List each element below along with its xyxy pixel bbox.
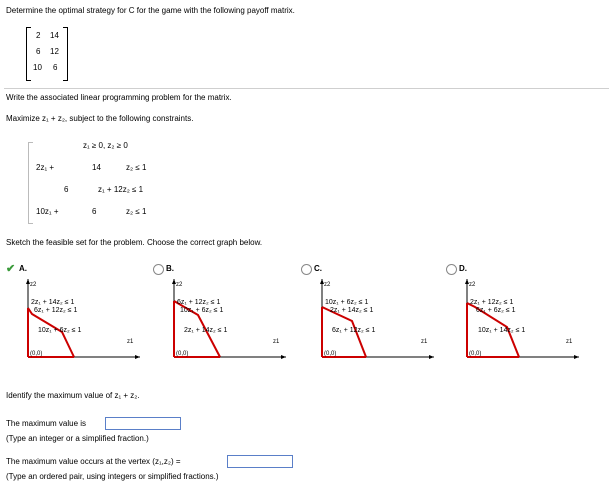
matrix-cell: 2 — [36, 31, 41, 40]
matrix-cell: 12 — [50, 47, 59, 56]
constraint-1-lhs: 2z₁ + — [36, 163, 55, 172]
sketch-prompt: Sketch the feasible set for the problem. Choose the correct graph below. — [6, 238, 263, 247]
vertex-label: The maximum value occurs at the vertex (z₁,z₂) = — [6, 457, 181, 466]
origin-label: (0,0) — [469, 351, 482, 357]
option-b-label-3: 2z₁ + 14z₂ ≤ 1 — [184, 327, 228, 334]
max-value-input[interactable] — [105, 417, 181, 430]
axis-z1-label: z1 — [127, 339, 134, 345]
option-c-letter[interactable]: C. — [314, 264, 322, 273]
option-b-label-2: 10z₁ + 6z₂ ≤ 1 — [180, 307, 224, 314]
option-a-label-2: 6z₁ + 12z₂ ≤ 1 — [34, 307, 78, 314]
correct-check-icon: ✔ — [6, 263, 16, 275]
matrix-cell: 6 — [36, 47, 41, 56]
axis-z1-label: z1 — [421, 339, 428, 345]
axis-z1-label: z1 — [273, 339, 280, 345]
divider — [4, 88, 609, 89]
matrix-cell: 6 — [53, 63, 58, 72]
matrix-cell: 14 — [50, 31, 59, 40]
constraint-3-coef: 6 — [92, 207, 97, 216]
origin-label: (0,0) — [324, 351, 337, 357]
objective-text: Maximize z₁ + z₂, subject to the following constraints. — [6, 114, 194, 123]
constraint-2-rhs: z₁ + 12z₂ ≤ 1 — [98, 185, 144, 194]
option-a-label-1: 2z₁ + 14z₂ ≤ 1 — [31, 299, 75, 306]
matrix-left-bracket — [26, 27, 31, 81]
question-text: Determine the optimal strategy for C for the game with the following payoff matrix. — [6, 6, 295, 15]
constraint-bracket — [28, 142, 33, 224]
constraint-1-coef: 14 — [92, 163, 101, 172]
constraint-2-coef: 6 — [64, 185, 69, 194]
constraint-1-rhs: z₂ ≤ 1 — [126, 163, 147, 172]
constraint-3-rhs: z₂ ≤ 1 — [126, 207, 147, 216]
payoff-matrix — [26, 27, 68, 79]
axis-z2-label: z2 — [30, 282, 37, 288]
option-d-label-2: 6z₁ + 6z₂ ≤ 1 — [476, 307, 516, 314]
nonnegativity: z₁ ≥ 0, z₂ ≥ 0 — [83, 141, 128, 150]
axis-z2-label: z2 — [469, 282, 476, 288]
option-b-radio[interactable] — [153, 264, 164, 275]
option-d-label-3: 10z₁ + 14z₂ ≤ 1 — [478, 327, 526, 334]
axis-z2-label: z2 — [324, 282, 331, 288]
vertex-input[interactable] — [227, 455, 293, 468]
option-a-label-3: 10z₁ + 6z₂ ≤ 1 — [38, 327, 82, 334]
identify-prompt: Identify the maximum value of z₁ + z₂. — [6, 391, 140, 400]
option-d-radio[interactable] — [446, 264, 457, 275]
option-d-label-1: 2z₁ + 12z₂ ≤ 1 — [470, 299, 514, 306]
max-value-hint: (Type an integer or a simplified fraction.) — [6, 434, 149, 443]
option-b-label-1: 6z₁ + 12z₂ ≤ 1 — [177, 299, 221, 306]
matrix-right-bracket — [63, 27, 68, 81]
axis-z2-label: z2 — [176, 282, 183, 288]
option-c-radio[interactable] — [301, 264, 312, 275]
origin-label: (0,0) — [30, 351, 43, 357]
option-d-letter[interactable]: D. — [459, 264, 467, 273]
option-c-label-1: 10z₁ + 6z₂ ≤ 1 — [325, 299, 369, 306]
constraint-3-lhs: 10z₁ + — [36, 207, 59, 216]
origin-label: (0,0) — [176, 351, 189, 357]
matrix-cell: 10 — [33, 63, 42, 72]
max-value-label: The maximum value is — [6, 419, 87, 428]
option-b-letter[interactable]: B. — [166, 264, 174, 273]
axis-z1-label: z1 — [566, 339, 573, 345]
option-a-letter[interactable]: A. — [19, 264, 27, 273]
lp-prompt: Write the associated linear programming problem for the matrix. — [6, 93, 232, 102]
vertex-hint: (Type an ordered pair, using integers or simplified fractions.) — [6, 472, 219, 481]
option-c-label-3: 6z₁ + 12z₂ ≤ 1 — [332, 327, 376, 334]
option-c-label-2: 2z₁ + 14z₂ ≤ 1 — [330, 307, 374, 314]
